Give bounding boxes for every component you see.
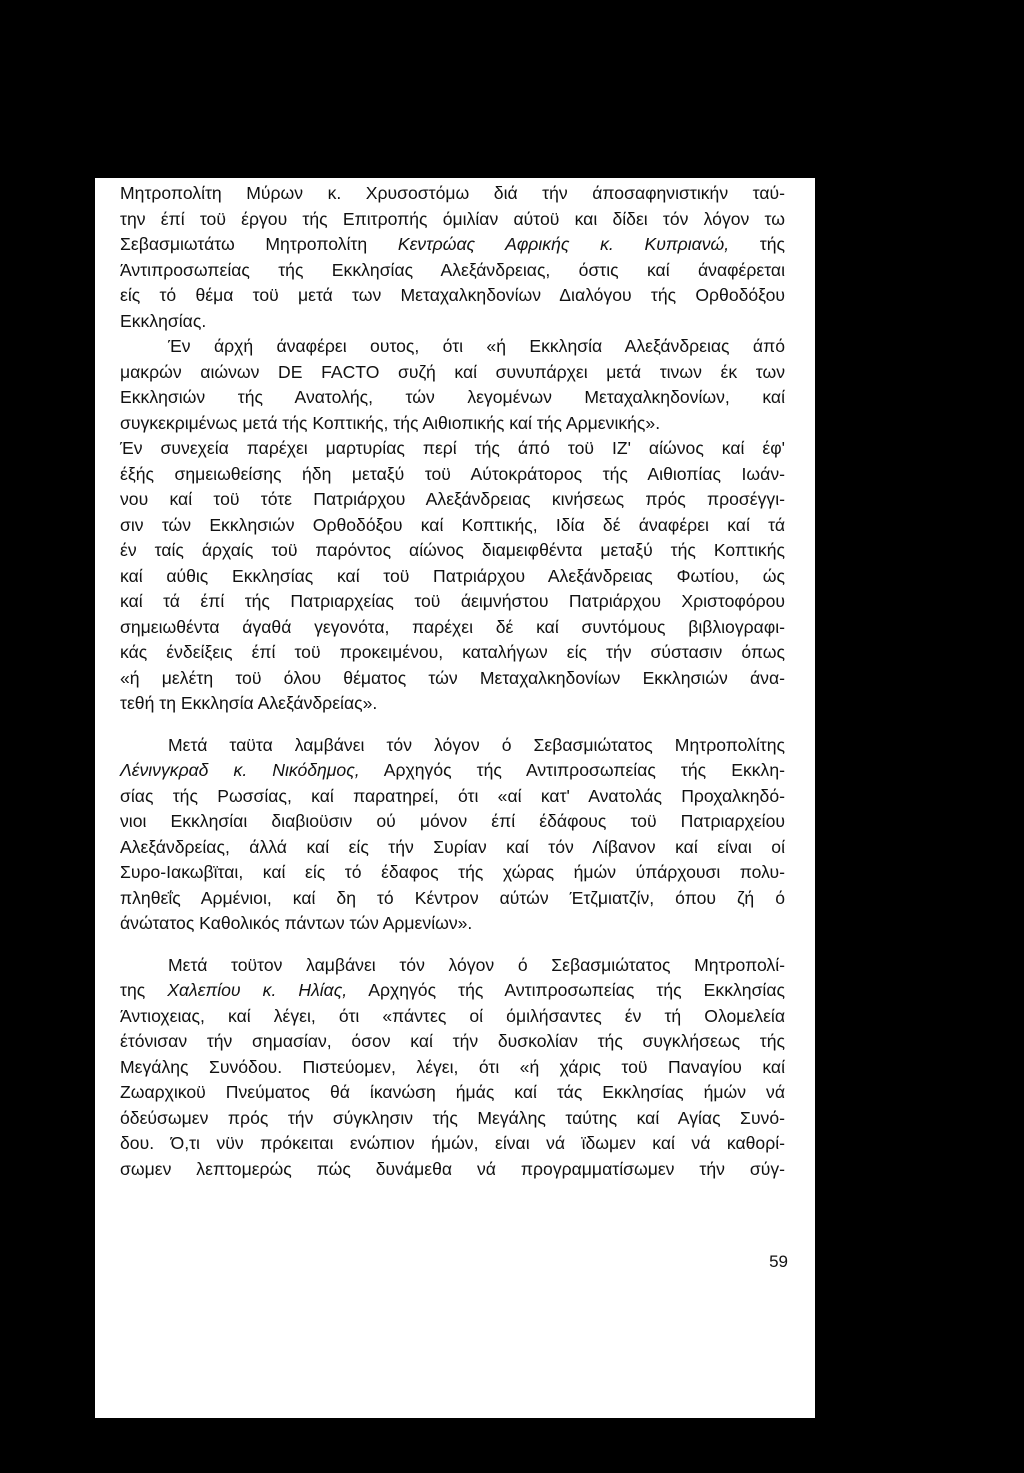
text-segment: Εκκλησίας. (120, 310, 207, 331)
text-line (120, 783, 785, 809)
text-line (120, 859, 785, 885)
text-segment: καί αύθις Εκκλησίας καί τοϋ Πατριάρχου Αλεξάνδρειας Φωτίου, ώς (120, 565, 785, 586)
text-segment: έτόνισαν τήν σημασίαν, όσον καί τήν δυσκολίαν τής συγκλήσεως τής (120, 1031, 785, 1051)
text-line (120, 1130, 785, 1156)
text-line (120, 180, 785, 206)
text-segment: Μητροπολίτη Μύρων κ. Χρυσοστόμω διά τήν άποσαφηνιστικήν ταύ- (120, 183, 785, 203)
text-segment: Μετά ταϋτα λαμβάνει τόν λόγον ό Σεβασμιώτατος Μητροπολίτης (168, 734, 785, 755)
page-number: 59 (769, 1252, 788, 1271)
text-line (168, 952, 785, 978)
text-segment: μακρών αιώνων DE FACTO συζή καί συνυπάρχει μετά τινων έκ των (120, 361, 785, 382)
italic-name: Κεντρώας Αφρικής κ. Κυπριανώ, (397, 234, 730, 254)
text-segment: άνώτατος Καθολικός πάντων τών Αρμενίων». (120, 913, 473, 933)
text-segment: τής (729, 234, 786, 254)
text-segment: έν ταίς άρχαίς τοϋ παρόντος αίώνος διαμειφθέντα μεταξύ τής Κοπτικής (120, 540, 785, 560)
text-segment: Αλεξάνδρείας, άλλά καί είς τήν Συρίαν καί τόν Λίβανον καί είναι οί (120, 836, 785, 857)
text-segment: όδεύσωμεν πρός τήν σύγκλησιν τής Μεγάλης ταύτης καί Αγίας Συνό- (120, 1107, 785, 1128)
text-segment: την έπί τοϋ έργου τής Επιτροπής όμιλίαν αύτοϋ και δίδει τόν λόγον τω (120, 208, 785, 229)
text-line (120, 834, 785, 860)
text-segment: Σεβασμιωτάτω Μητροπολίτη (120, 234, 398, 254)
text-line (120, 1054, 785, 1080)
text-line (120, 435, 785, 461)
text-line (120, 885, 785, 911)
text-segment: Αρχηγός τής Αντιπροσωπείας τής Εκκλη- (359, 760, 785, 780)
text-segment: σίας τής Ρωσσίας, καί παρατηρεί, ότι «αί κατ' Ανατολάς Προχαλκηδό- (120, 785, 785, 806)
text-segment: «ή μελέτη τοϋ όλου θέματος τών Μεταχαλκηδονίων Εκκλησιών άνα- (120, 667, 785, 688)
text-line (120, 563, 785, 589)
text-line (120, 384, 785, 410)
text-line (120, 206, 785, 232)
text-line (168, 333, 785, 359)
text-line (120, 461, 785, 487)
text-segment: καί τά έπί τής Πατριαρχείας τοϋ άειμνήστου Πατριάρχου Χριστοφόρου (120, 591, 785, 611)
text-segment: Έν συνεχεία παρέχει μαρτυρίας περί τής άπό τοϋ ΙΖ' αίώνος καί έφ' (120, 438, 785, 458)
text-line (120, 588, 785, 614)
text-line (120, 410, 785, 436)
text-line (120, 1156, 785, 1182)
text-line (120, 808, 785, 834)
italic-name: Χαλεπίου κ. Ηλίας, (167, 980, 348, 1000)
text-segment: σιν τών Εκκλησιών Ορθοδόξου καί Κοπτικής, Ιδία δέ άναφέρει καί τά (120, 514, 785, 535)
text-segment: τεθή τη Εκκλησία Αλεξάνδρείας». (120, 693, 378, 713)
text-segment: της (120, 980, 168, 1000)
text-line (168, 732, 785, 758)
text-segment: συγκεκριμένως μετά τής Κοπτικής, τής Αιθιοπικής καί τής Αρμενικής». (120, 412, 661, 433)
text-line (120, 257, 785, 283)
text-segment: Μεγάλης Συνόδου. Πιστεύομεν, λέγει, ότι «ή χάρις τοϋ Παναγίου καί (120, 1056, 785, 1077)
text-line (120, 665, 785, 691)
text-segment: Έν άρχή άναφέρει ουτος, ότι «ή Εκκλησία Αλεξάνδρειας άπό (168, 336, 785, 356)
text-segment: Μετά τοϋτον λαμβάνει τόν λόγον ό Σεβασμιώτατος Μητροπολί- (168, 954, 785, 975)
text-segment: σημειωθέντα άγαθά γεγονότα, παρέχει δέ καί συντόμους βιβλιογραφι- (120, 616, 785, 637)
italic-name: Λένινγκραδ κ. Νικόδημος, (120, 760, 360, 780)
text-line (120, 977, 785, 1003)
text-line (120, 1105, 785, 1131)
text-line (120, 614, 785, 640)
text-line (120, 690, 785, 716)
text-line (120, 512, 785, 538)
text-segment: δου. Ό,τι νϋν πρόκειται ενώπιον ήμών, είναι νά ϊδωμεν καί νά καθορί- (120, 1133, 785, 1153)
text-segment: Συρο-Ιακωβϊται, καί είς τό έδαφος τής χώρας ήμών ύπάρχουσι πολυ- (120, 862, 785, 882)
text-line (120, 308, 785, 334)
text-line (120, 282, 785, 308)
text-segment: νου καί τοϋ τότε Πατριάρχου Αλεξάνδρειας κινήσεως πρός προσέγγι- (120, 489, 785, 509)
text-segment: Εκκλησιών τής Ανατολής, τών λεγομένων Μεταχαλκηδονίων, καί (120, 387, 785, 407)
text-line (120, 1079, 785, 1105)
text-line (120, 1028, 785, 1054)
text-line (120, 639, 785, 665)
text-line (120, 910, 785, 936)
text-line (120, 757, 785, 783)
text-line (120, 537, 785, 563)
text-line (120, 231, 785, 257)
text-segment: σωμεν λεπτομερώς πώς δυνάμεθα νά προγραμματίσωμεν τήν σύγ- (120, 1158, 785, 1179)
text-segment: Άντιοχειας, καί λέγει, ότι «πάντες οί όμιλήσαντες έν τή Ολομελεία (120, 1005, 785, 1026)
text-segment: είς τό θέμα τοϋ μετά των Μεταχαλκηδονίων Διαλόγου τής Ορθοδόξου (120, 285, 785, 305)
text-line (120, 1003, 785, 1029)
text-segment: έξής σημειωθείσης ήδη μεταξύ τοϋ Αύτοκράτορος τής Αιθιοπίας Ιωάν- (120, 463, 785, 484)
text-segment: νιοι Εκκλησίαι διαβιοϋσιν ού μόνον έπί έδάφους τοϋ Πατριαρχείου (120, 811, 785, 831)
text-segment: πληθεΐς Αρμένιοι, καί δη τό Κέντρον αύτών Έτζμιατζίν, όπου ζή ό (120, 887, 785, 908)
text-segment: κάς ένδείξεις έπί τοϋ προκειμένου, καταλήγων είς τήν σύστασιν όπως (120, 642, 785, 662)
text-line (120, 486, 785, 512)
text-line (120, 359, 785, 385)
text-segment: Αρχηγός τής Αντιπροσωπείας τής Εκκλησίας (347, 980, 785, 1000)
text-segment: Άντιπροσωπείας τής Εκκλησίας Αλεξάνδρειας, όστις καί άναφέρεται (120, 259, 785, 280)
text-segment: Ζωαρχικοϋ Πνεύματος θά ίκανώση ήμάς καί τάς Εκκλησίας ήμών νά (120, 1082, 785, 1102)
